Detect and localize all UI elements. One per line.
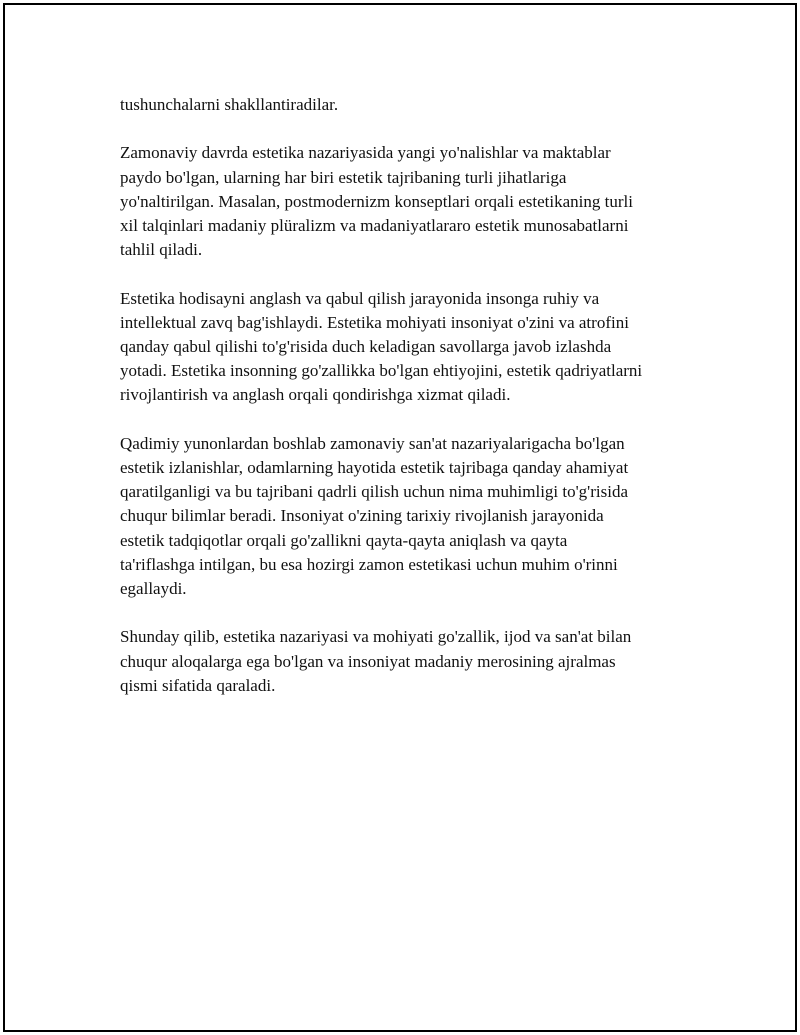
document-body	[120, 93, 700, 722]
text-line: xil talqinlari madaniy plüralizm va madaniyatlararo estetik munosabatlarni	[120, 216, 629, 235]
text-line: qaratilganligi va bu tajribani qadrli qilish uchun nima muhimligi to'g'risida	[120, 482, 629, 502]
text-line: Zamonaviy davrda estetika nazariyasida yangi yo'nalishlar va maktablar	[120, 143, 611, 163]
text-line: qanday qabul qilishi to'g'risida duch keladigan savollarga javob izlashda	[120, 337, 612, 356]
text-line: tushunchalarni shakllantiradilar.	[120, 95, 339, 114]
paragraph-4	[120, 432, 700, 601]
text-line: qismi sifatida qaraladi.	[120, 675, 276, 695]
text-line: Shunday qilib, estetika nazariyasi va mohiyati go'zallik, ijod va san'at bilan	[120, 627, 632, 647]
text-line: paydo bo'lgan, ularning har biri estetik tajribaning turli jihatlariga	[120, 167, 567, 187]
text-line: yo'naltirilgan. Masalan, postmodernizm konseptlari orqali estetikaning turli	[120, 191, 633, 211]
text-line: intellektual zavq bag'ishlaydi. Estetika mohiyati insoniyat o'zini va atrofini	[120, 312, 629, 332]
text-line: Estetika hodisayni anglash va qabul qilish jarayonida insonga ruhiy va	[120, 288, 600, 308]
text-line: chuqur aloqalarga ega bo'lgan va insoniyat madaniy merosining ajralmas	[120, 651, 616, 671]
text-line: ta'riflashga intilgan, bu esa hozirgi zamon estetikasi uchun muhim o'rinni	[120, 554, 618, 574]
text-line: rivojlantirish va anglash orqali qondirishga xizmat qiladi.	[120, 385, 511, 405]
paragraph-1	[120, 93, 700, 117]
text-line: estetik tadqiqotlar orqali go'zallikni qayta-qayta aniqlash va qayta	[120, 530, 568, 550]
text-line: Qadimiy yunonlardan boshlab zamonaviy san'at nazariyalarigacha bo'lgan	[120, 433, 625, 453]
paragraph-3	[120, 287, 700, 408]
paragraph-2	[120, 141, 700, 262]
text-line: egallaydi.	[120, 579, 187, 599]
document-page	[3, 3, 797, 1032]
text-line: yotadi. Estetika insonning go'zallikka bo'lgan ehtiyojini, estetik qadriyatlarni	[120, 361, 643, 381]
text-line: estetik izlanishlar, odamlarning hayotida estetik tajribaga qanday ahamiyat	[120, 458, 629, 477]
text-line: chuqur bilimlar beradi. Insoniyat o'zining tarixiy rivojlanish jarayonida	[120, 506, 604, 526]
paragraph-5	[120, 625, 700, 698]
text-line: tahlil qiladi.	[120, 240, 203, 260]
